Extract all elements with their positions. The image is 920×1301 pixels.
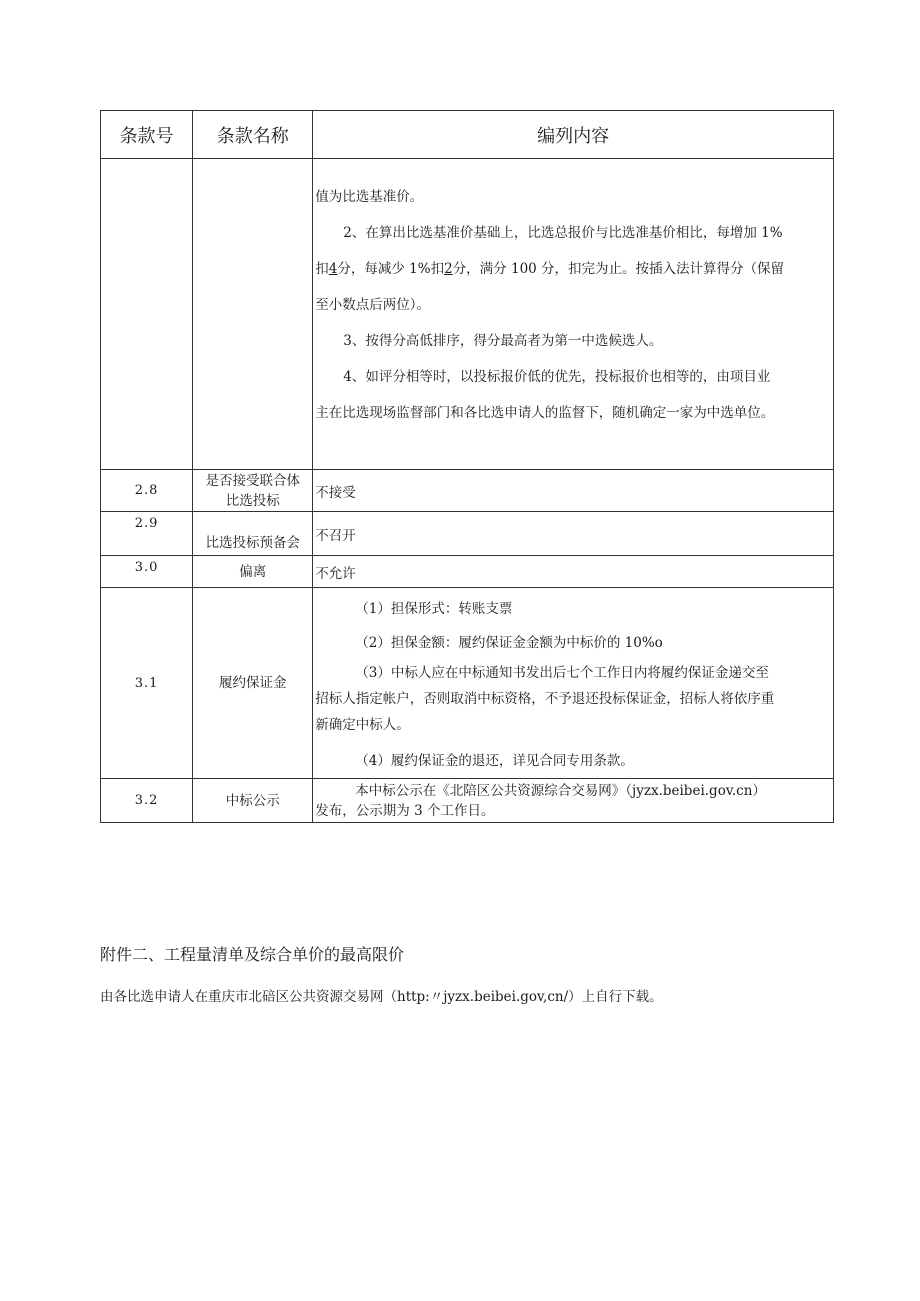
annex-title: 附件二、工程量清单及综合单价的最高限价	[100, 945, 405, 964]
content-line: （1）担保形式：转账支票	[355, 601, 513, 617]
clause-name: 偏离	[193, 556, 313, 588]
clause-name: 是否接受联合体 比选投标	[193, 470, 313, 512]
content-line: 主在比选现场监督部门和各比选申请人的监督下，随机确定一家为中选单位。	[315, 405, 775, 421]
clause-name: 履约保证金	[193, 588, 313, 779]
clause-number: 3.1	[101, 588, 193, 779]
deduction-increase-value: 4	[328, 261, 338, 277]
content-line: 3、按得分高低排序，得分最高者为第一中选候选人。	[343, 333, 663, 349]
scoring-content	[313, 159, 834, 470]
empty-cell	[101, 159, 193, 470]
table-row-2-8	[101, 470, 834, 512]
content-line: 扣4分，每减少 1%扣2分，满分 100 分，扣完为止。按插入法计算得分（保留	[315, 261, 785, 277]
clause-table	[100, 110, 834, 823]
clause-number: 2.9	[101, 512, 193, 556]
clause-content: 不允许	[313, 556, 834, 588]
clause-name: 比选投标预备会	[193, 512, 313, 556]
content-line: 至小数点后两位）。	[315, 297, 431, 313]
clause-number: 3.2	[101, 779, 193, 823]
publicity-content	[313, 779, 834, 823]
content-line: （2）担保金额：履约保证金金额为中标价的 10%o	[355, 635, 663, 651]
clause-content: 不召开	[313, 512, 834, 556]
header-content: 编列内容	[313, 111, 834, 159]
annex-text: 由各比选申请人在重庆市北碚区公共资源交易网（http:〃jyzx.beibei.gov,cn/）上自行下载。	[100, 989, 663, 1005]
content-line: 2、在算出比选基准价基础上，比选总报价与比选准基价相比，每增加 1%	[343, 225, 783, 241]
clause-name: 中标公示	[193, 779, 313, 823]
content-line: 招标人指定帐户，否则取消中标资格，不予退还投标保证金，招标人将依序重	[315, 691, 775, 707]
content-line: 值为比选基准价。	[315, 189, 424, 205]
deduction-decrease-value: 2	[444, 261, 453, 277]
empty-cell	[193, 159, 313, 470]
table-row-3-0	[101, 556, 834, 588]
clause-number: 3.0	[101, 556, 193, 588]
content-line: 本中标公示在《北陪区公共资源综合交易网》（jyzx.beibei.gov.cn）	[355, 782, 766, 799]
table-row-continued	[101, 159, 834, 470]
table-row-3-1	[101, 588, 834, 779]
content-line: （4）履约保证金的退还，详见合同专用条款。	[355, 753, 634, 769]
content-line: 发布，公示期为 3 个工作日。	[315, 802, 495, 819]
content-line: （3）中标人应在中标通知书发出后七个工作日内将履约保证金递交至	[355, 665, 769, 681]
table-row-3-2	[101, 779, 834, 823]
header-clause-number: 条款号	[101, 111, 193, 159]
table-row-2-9	[101, 512, 834, 556]
table-header-row	[101, 111, 834, 159]
content-line: 新确定中标人。	[315, 717, 410, 733]
header-clause-name: 条款名称	[193, 111, 313, 159]
guarantee-content	[313, 588, 834, 779]
clause-content: 不接受	[313, 470, 834, 512]
content-line: 4、如评分相等时，以投标报价低的优先，投标报价也相等的，由项目业	[343, 369, 771, 385]
clause-number: 2.8	[101, 470, 193, 512]
